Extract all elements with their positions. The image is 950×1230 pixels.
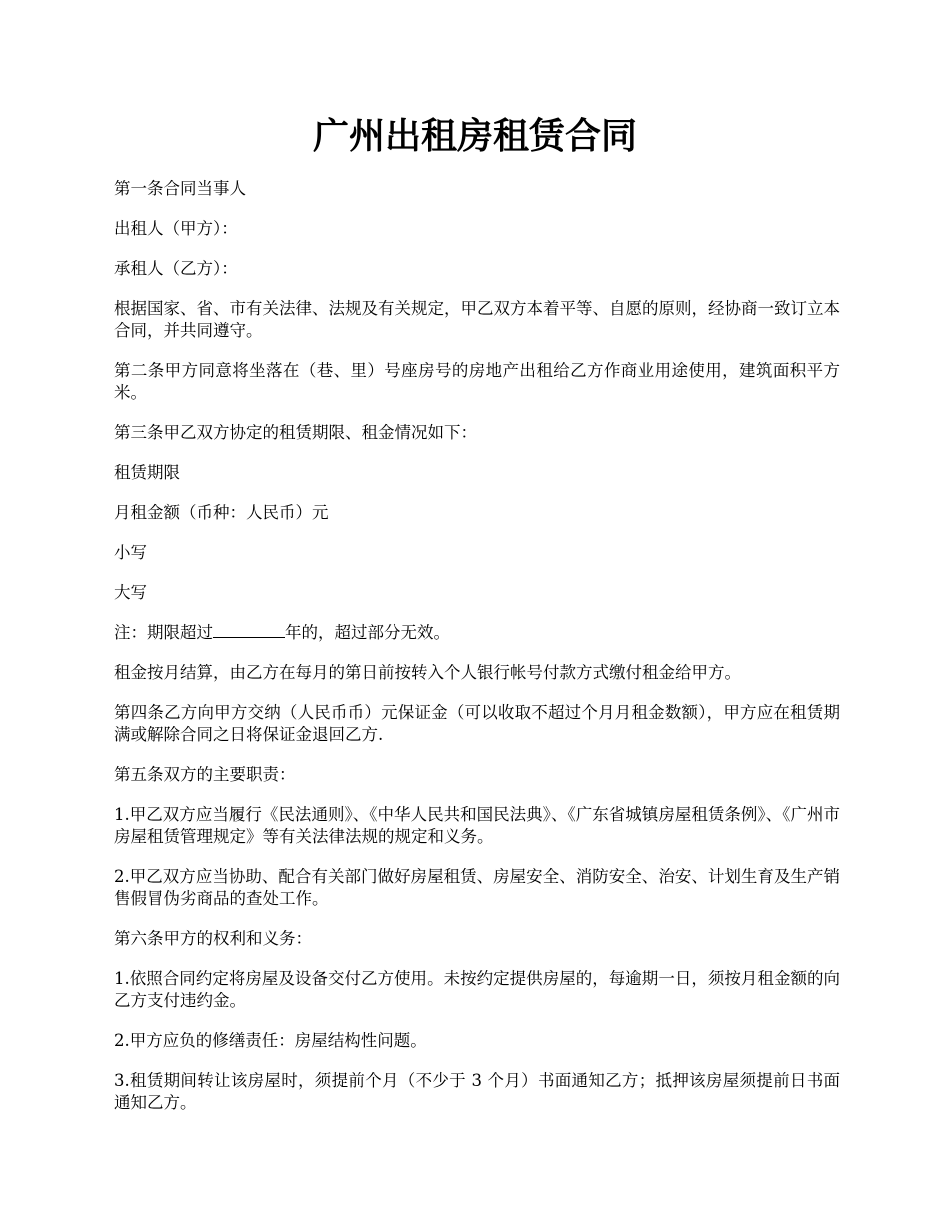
document-body: [114, 178, 840, 1132]
paragraph: 1.甲乙双方应当履行《民法通则》、《中华人民共和国民法典》、《广东省城镇房屋租赁条例》、《广州市房屋租赁管理规定》等有关法律法规的规定和义务。: [114, 805, 840, 846]
paragraph: 租金按月结算，由乙方在每月的第日前按转入个人银行帐号付款方式缴付租金给甲方。: [114, 663, 741, 682]
paragraph: 大写: [114, 583, 147, 602]
note-suffix: 年的，超过部分无效。: [285, 623, 450, 642]
paragraph: 第五条双方的主要职责：: [114, 765, 296, 784]
paragraph: 根据国家、省、市有关法律、法规及有关规定，甲乙双方本着平等、自愿的原则，经协商一致订立本合同，并共同遵守。: [114, 299, 840, 340]
paragraph: 第二条甲方同意将坐落在（巷、里）号座房号的房地产出租给乙方作商业用途使用，建筑面积平方米。: [114, 361, 840, 402]
paragraph: 1.依照合同约定将房屋及设备交付乙方使用。未按约定提供房屋的，每逾期一日，须按月租金额的向乙方支付违约金。: [114, 969, 840, 1010]
note-prefix: 注：期限超过: [114, 623, 213, 642]
paragraph: 租赁期限: [114, 463, 180, 482]
page-title: 广州出租房租赁合同: [312, 115, 637, 157]
paragraph: 2.甲乙双方应当协助、配合有关部门做好房屋租赁、房屋安全、消防安全、治安、计划生育及生产销售假冒伪劣商品的查处工作。: [114, 867, 840, 908]
paragraph: 第四条乙方向甲方交纳（人民币币）元保证金（可以收取不超过个月月租金数额），甲方应在租赁期满或解除合同之日将保证金退回乙方.: [114, 703, 840, 744]
paragraph: 承租人（乙方）：: [114, 259, 238, 278]
note-paragraph: [114, 622, 840, 644]
paragraph: 第三条甲乙双方协定的租赁期限、租金情况如下：: [114, 423, 477, 442]
paragraph: 出租人（甲方）：: [114, 219, 238, 238]
fill-in-blank: [213, 623, 285, 638]
paragraph: 月租金额（币种：人民币）元: [114, 503, 329, 522]
paragraph: 小写: [114, 543, 147, 562]
paragraph: 3.租赁期间转让该房屋时，须提前个月（不少于 3 个月）书面通知乙方；抵押该房屋须提前日书面通知乙方。: [114, 1071, 840, 1112]
paragraph: 第六条甲方的权利和义务：: [114, 929, 312, 948]
paragraph: 2.甲方应负的修缮责任：房屋结构性问题。: [114, 1031, 427, 1050]
paragraph: 第一条合同当事人: [114, 179, 246, 198]
